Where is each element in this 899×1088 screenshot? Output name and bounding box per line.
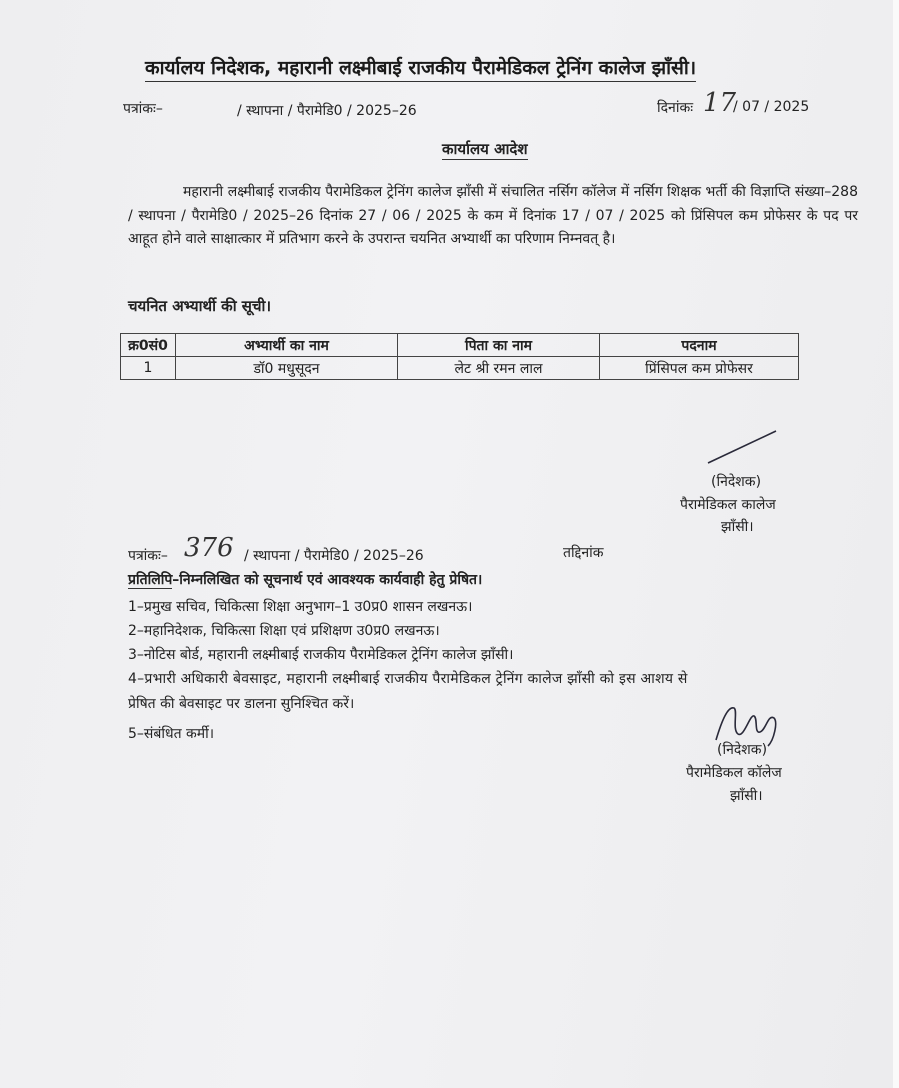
order-heading: कार्यालय आदेश <box>442 140 528 158</box>
signature-1-office: पैरामेडिकल कालेज <box>680 497 776 513</box>
copy-item: 3–नोटिस बोर्ड, महारानी लक्ष्मीबाई राजकीय पैरामेडिकल ट्रेनिंग कालेज झाँसी। <box>128 647 514 663</box>
ref-suffix: / स्थापना / पैरामेडि0 / 2025–26 <box>237 103 417 119</box>
copy-item: प्रेषित की बेवसाइट पर डालना सुनिश्चित करें। <box>128 696 355 712</box>
table-header-cell: पदनाम <box>600 334 799 357</box>
table-cell: डॉ0 मधुसूदन <box>176 357 398 380</box>
copy-ref-label: पत्रांकः– <box>128 548 168 564</box>
table-header-cell: अभ्यार्थी का नाम <box>176 334 398 357</box>
copy-item: 2–महानिदेशक, चिकित्सा शिक्षा एवं प्रशिक्षण उ0प्र0 लखनऊ। <box>128 623 440 639</box>
copy-item: 5–संबंधित कर्मी। <box>128 726 215 742</box>
signature-2-city: झाँसी। <box>730 788 763 804</box>
paper-edge <box>893 0 899 1088</box>
copy-item: 1–प्रमुख सचिव, चिकित्सा शिक्षा अनुभाग–1 उ0प्र0 शासन लखनऊ। <box>128 599 473 615</box>
signature-stroke-1 <box>700 425 790 470</box>
table-cell: लेट श्री रमन लाल <box>398 357 600 380</box>
candidate-table <box>120 333 799 380</box>
table-cell: प्रिंसिपल कम प्रोफेसर <box>600 357 799 380</box>
date-label: दिनांकः <box>657 100 694 116</box>
signature-1-city: झाँसी। <box>721 519 754 535</box>
copy-ref-suffix: / स्थापना / पैरामेडि0 / 2025–26 <box>244 548 424 564</box>
office-title: कार्यालय निदेशक, महारानी लक्ष्मीबाई राजकीय पैरामेडिकल ट्रेनिंग कालेज झाँसी। <box>145 54 696 82</box>
date-rest: / 07 / 2025 <box>733 99 810 115</box>
copy-heading-rest: –निम्नलिखित को सूचनार्थ एवं आवश्यक कार्यवाही हेतु प्रेषित। <box>172 572 483 588</box>
copy-heading <box>128 570 482 589</box>
signature-2-title: (निदेशक) <box>717 742 768 758</box>
copy-item: 4–प्रभारी अधिकारी बेवसाइट, महारानी लक्ष्मीबाई राजकीय पैरामेडिकल ट्रेनिंग कालेज झाँसी को इस आशय से <box>128 671 688 687</box>
date-day-handwritten: 17 <box>703 88 737 118</box>
copy-date: तद्दिनांक <box>563 545 604 561</box>
table-row <box>121 357 799 380</box>
copy-ref-number-handwritten: 376 <box>184 533 234 563</box>
table-cell: 1 <box>121 357 176 380</box>
list-heading: चयनित अभ्यार्थी की सूची। <box>128 297 272 315</box>
table-header-row <box>121 334 799 357</box>
signature-1-title: (निदेशक) <box>711 474 762 490</box>
table-header-cell: पिता का नाम <box>398 334 600 357</box>
body-paragraph: महारानी लक्ष्मीबाई राजकीय पैरामेडिकल ट्रेनिंग कालेज झाँसी में संचालित नर्सिग कॉलेज में नर्सिग शिक्षक भर्ती की विज्ञाप्ति संख्या–288 / स्थापना / पैरामेडि0 / 2025–26 दिनांक 27 / 06 / 2025 के कम में दिनांक 17 / 07 / 2025 को प्रिंसिपल कम प्रोफेसर के पद पर आहूत होने वाले साक्षात्कार में प्रतिभाग करने के उपरान्त चयनित अभ्यार्थी का परिणाम निम्नवत् है। <box>128 184 858 248</box>
copy-heading-underlined: प्रतिलिपि <box>128 572 173 588</box>
ref-label: पत्रांकः– <box>123 101 163 117</box>
signature-2-office: पैरामेडिकल कॉलेज <box>686 765 782 781</box>
table-header-cell: क्र0सं0 <box>121 334 176 357</box>
